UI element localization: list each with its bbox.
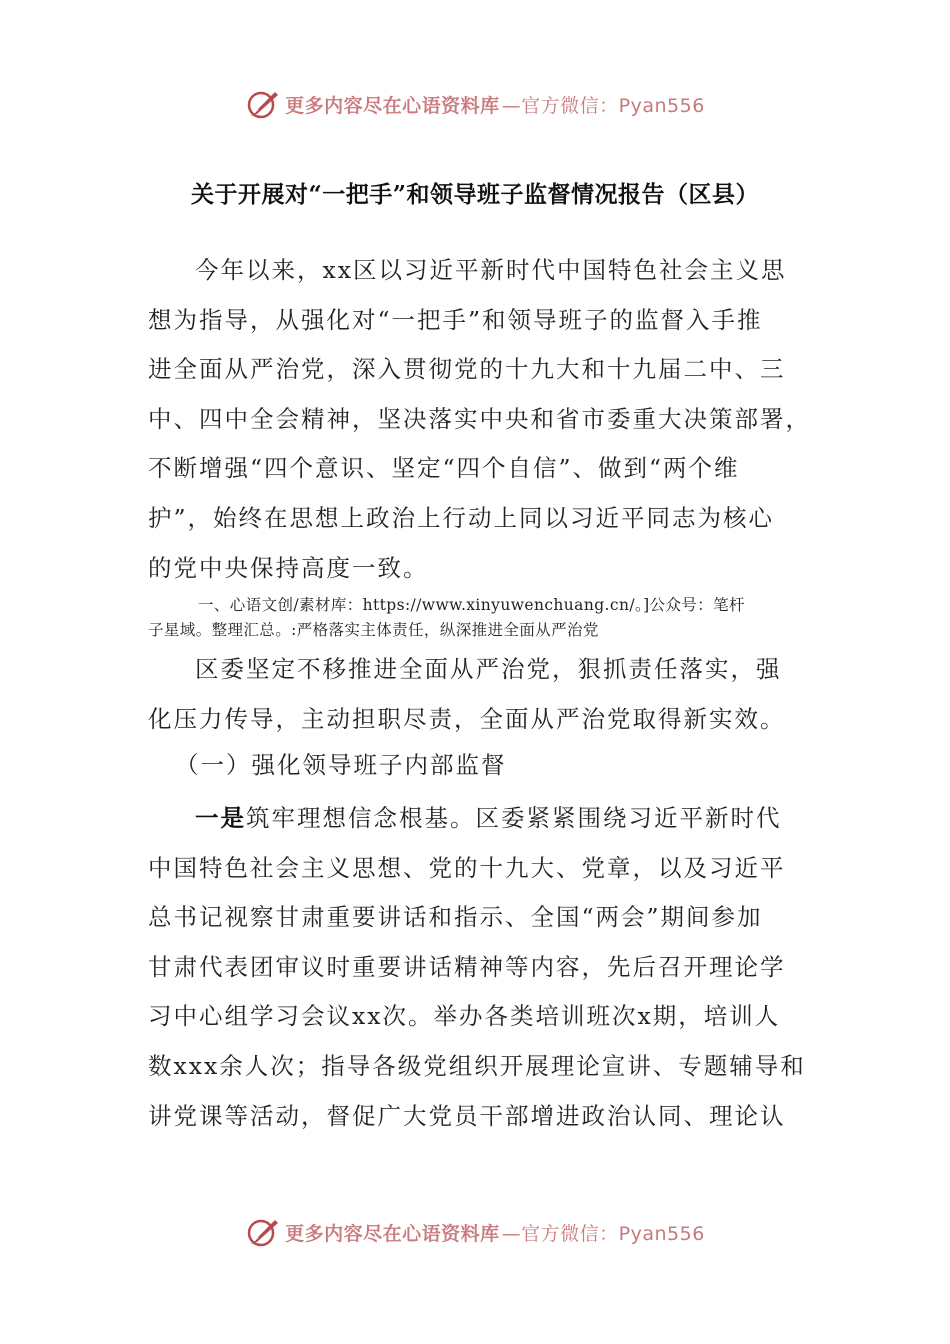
paragraph-line: 区委坚定不移推进全面从严治党，狠抓责任落实，强	[195, 655, 782, 683]
paragraph-line: 化压力传导，主动担职尽责，全面从严治党取得新实效。	[148, 704, 786, 733]
note-line: 子星域。整理汇总。:严格落实主体责任，纵深推进全面从严治党	[148, 621, 599, 639]
paragraph-line: 甘肃代表团审议时重要讲话精神等内容，先后召开理论学	[148, 952, 786, 981]
document-title: 关于开展对“一把手”和领导班子监督情况报告（区县）	[191, 181, 759, 208]
paragraph-line: 中、四中全会精神，坚决落实中央和省市委重大决策部署，	[148, 404, 811, 433]
paragraph-line-text: 筑牢理想信念根基。区委紧紧围绕习近平新时代	[246, 804, 782, 832]
paragraph-line: 的党中央保持高度一致。	[148, 553, 429, 582]
section-heading: （一）强化领导班子内部监督	[175, 751, 507, 779]
paragraph-line: 护”，始终在思想上政治上行动上同以习近平同志为核心	[148, 503, 775, 532]
paragraph-line: 数xxx余人次；指导各级党组织开展理论宣讲、专题辅导和	[148, 1051, 806, 1080]
paragraph-line: 中国特色社会主义思想、党的十九大、党章，以及习近平	[148, 853, 786, 882]
quill-logo-icon	[245, 1214, 281, 1250]
header-watermark-banner	[0, 84, 950, 124]
paragraph-line	[148, 794, 806, 844]
paragraph-intro	[148, 246, 811, 593]
paragraph-line: 进全面从严治党，深入贯彻党的十九大和十九届二中、三	[148, 355, 786, 384]
paragraph-lead: 一是	[195, 804, 246, 832]
banner-text: 更多内容尽在心语资料库	[285, 1222, 500, 1245]
quill-logo-icon	[245, 86, 281, 122]
paragraph-line: 今年以来，xx区以习近平新时代中国特色社会主义思	[195, 256, 787, 284]
paragraph-line: 不断增强“四个意识、坚定“四个自信”、做到“两个维	[148, 454, 740, 483]
source-note	[148, 593, 804, 643]
paragraph-line: 总书记视察甘肃重要讲话和指示、全国“两会”期间参加	[148, 903, 763, 932]
footer-watermark-banner	[0, 1212, 950, 1252]
note-line: 一、心语文创/素材库：https://www.xinyuwenchuang.cn/。]公众号：笔杆	[198, 596, 745, 614]
paragraph-line: 想为指导，从强化对“一把手”和领导班子的监督入手推	[148, 305, 763, 334]
banner-wechat: —官方微信：Pyan556	[501, 94, 705, 117]
paragraph-responsibility	[148, 645, 806, 744]
paragraph-line: 习中心组学习会议xx次。举办各类培训班次x期，培训人	[148, 1002, 781, 1031]
paragraph-ideals	[148, 794, 806, 1141]
paragraph-line: 讲党课等活动，督促广大党员干部增进政治认同、理论认	[148, 1101, 786, 1130]
banner-text: 更多内容尽在心语资料库	[285, 94, 500, 117]
banner-wechat: —官方微信：Pyan556	[501, 1222, 705, 1245]
